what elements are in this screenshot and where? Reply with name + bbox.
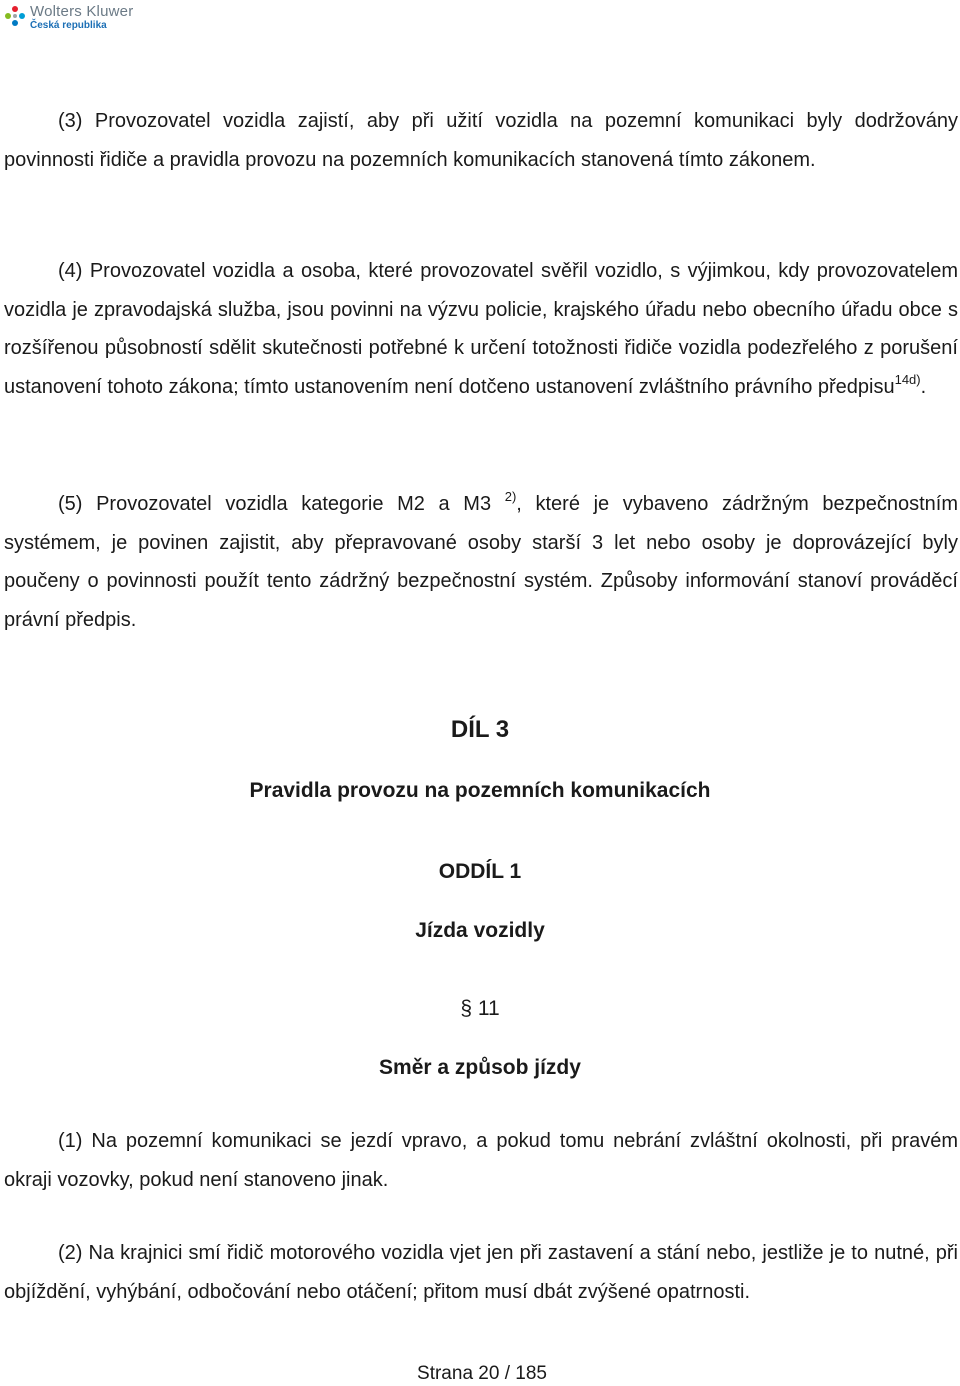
footnote-ref-2: 2) xyxy=(504,488,517,504)
wolters-kluwer-logo-icon xyxy=(4,5,26,31)
paragraph-4-end: . xyxy=(920,375,927,398)
logo-name: Wolters Kluwer xyxy=(30,3,134,20)
paragraph-5 xyxy=(4,485,958,639)
paragraph-5-text-a: (5) Provozovatel vozidla kategorie M2 a M3 xyxy=(58,493,492,515)
paragraph-4 xyxy=(4,252,958,406)
paragraph-3-text: (3) Provozovatel vozidla zajistí, aby při užití vozidla na pozemní komunikaci byly dodržovány povinnosti řidiče a pravidla provozu na pozemních komunikacích stanovená tímto zákonem. xyxy=(4,110,958,171)
division-title: Jízda vozidly xyxy=(415,919,545,942)
section-paragraph-1 xyxy=(4,1122,958,1199)
logo-subtitle: Česká republika xyxy=(30,20,107,31)
publisher-logo xyxy=(4,4,133,31)
part-title: Pravidla provozu na pozemních komunikacích xyxy=(249,779,711,802)
footnote-ref-14d: 14d) xyxy=(894,371,921,387)
section-paragraph-2-text: (2) Na krajnici smí řidič motorového vozidla vjet jen při zastavení a stání nebo, jestliže je to nutné, při objíždění, vyhýbání, odbočování nebo otáčení; přitom musí dbát zvýšené opatrnosti. xyxy=(4,1242,958,1303)
paragraph-4-text: (4) Provozovatel vozidla a osoba, které provozovatel svěřil vozidlo, s výjimkou, kdy provozovatelem vozidla je zpravodajská služba, jsou povinni na výzvu policie, krajského úřadu nebo obecního úřadu obce s rozšířenou působností sdělit skutečnosti potřebné k určení totožnosti řidiče vozidla podezřelého z porušení ustanovení tohoto zákona; tímto ustanovením není dotčeno ustanovení zvláštního právního předpisu xyxy=(4,260,958,398)
page-number: Strana 20 / 185 xyxy=(417,1363,547,1384)
section-paragraph-1-text: (1) Na pozemní komunikaci se jezdí vpravo, a pokud tomu nebrání zvláštní okolnosti, při pravém okraji vozovky, pokud není stanoveno jinak. xyxy=(4,1130,958,1191)
section-title: Směr a způsob jízdy xyxy=(379,1056,581,1079)
part-heading: DÍL 3 xyxy=(450,716,510,743)
division-heading: ODDÍL 1 xyxy=(438,860,522,883)
section-paragraph-2 xyxy=(4,1234,958,1311)
paragraph-3 xyxy=(4,102,958,179)
paragraph-5-text-b: , které je vybaveno zádržným bezpečnostním systémem, je povinen zajistit, aby přepravované osoby starší 3 let nebo osoby je doprovázející byly poučeny o povinnosti použít tento zádržný bezpečnostní systém. Způsoby informování stanoví prováděcí právní předpis. xyxy=(4,493,958,631)
section-number: § 11 xyxy=(460,997,500,1020)
